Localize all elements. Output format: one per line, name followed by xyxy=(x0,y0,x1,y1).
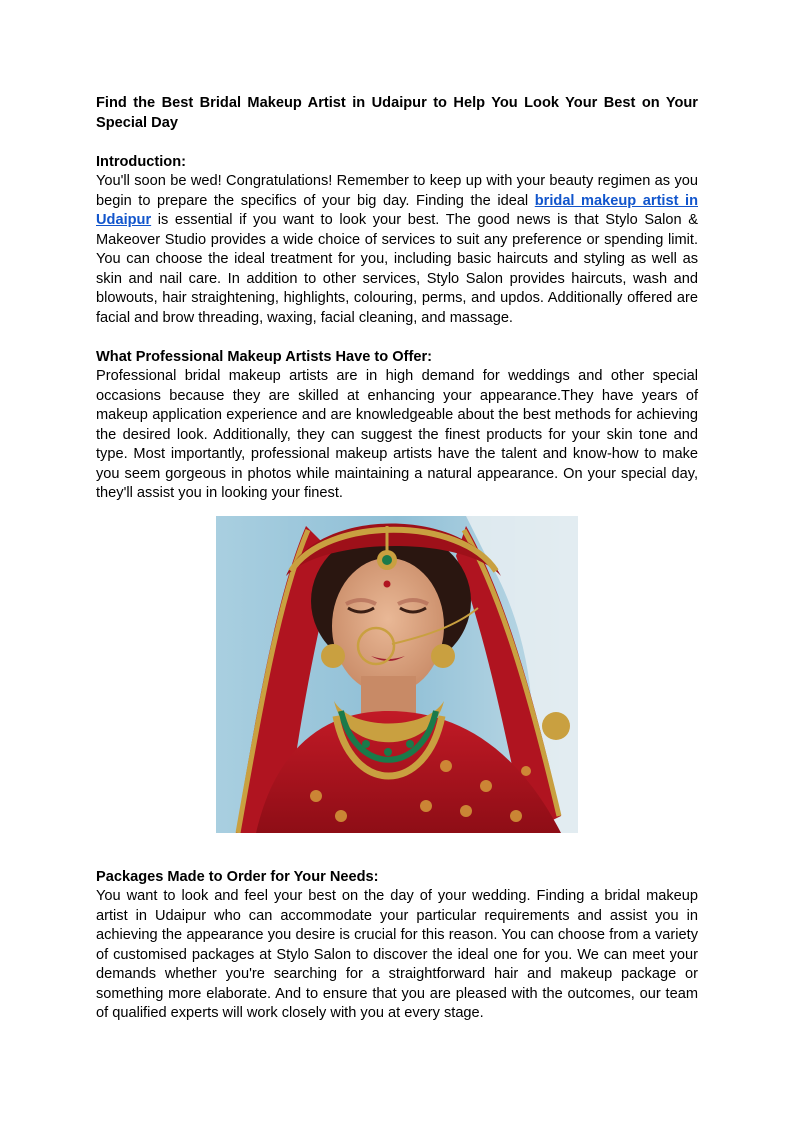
document-page xyxy=(96,94,698,1024)
intro-text-after-link: is essential if you want to look your best. The good news is that Stylo Salon & Makeover Studio provides a wide choice of services to suit any preference or spending limit. You can choose the ideal treatment for you, including basic haircuts and styling as well as skin and nail care. In addition to other services, Stylo Salon provides haircuts, wash and blowouts, hair straightening, highlights, colouring, perms, and updos. Additionally offered are facial and brow threading, waxing, facial cleaning, and massage. xyxy=(96,212,698,326)
spacer xyxy=(96,328,698,348)
section2-heading: What Professional Makeup Artists Have to Offer: xyxy=(96,348,432,365)
section3-paragraph: You want to look and feel your best on the day of your wedding. Finding a bridal makeup artist in Udaipur who can accommodate your particular requirements and assist you in achieving the appearance you desire is crucial for this reason. You can choose from a variety of customised packages at Stylo Salon to discover the ideal one for you. We can meet your demands whether you're searching for a straightforward hair and makeup package or something more elaborate. And to ensure that you are pleased with the outcomes, our team of qualified experts will work closely with you at every stage. xyxy=(96,888,698,1021)
intro-paragraph xyxy=(96,172,698,328)
intro-heading: Introduction: xyxy=(96,153,186,170)
bride-photo xyxy=(216,516,578,833)
bride-illustration xyxy=(216,516,578,833)
section2-paragraph: Professional bridal makeup artists are in high demand for weddings and other special occasions because they are skilled at enhancing your appearance.They have years of makeup application experience and are knowledgeable about the best methods for achieving the desired look. Additionally, they can suggest the finest products for your skin tone and type. Most importantly, professional makeup artists have the talent and know-how to make you seem gorgeous in photos while maintaining a natural appearance. On your special day, they'll assist you in looking your finest. xyxy=(96,368,698,501)
bridal-makeup-link[interactable]: bridal makeup artist in Udaipur xyxy=(96,192,698,228)
intro-text-before-link: You'll soon be wed! Congratulations! Remember to keep up with your beauty regimen as you begin to prepare the specifics of your big day. Finding the ideal xyxy=(96,173,698,209)
document-title: Find the Best Bridal Makeup Artist in Udaipur to Help You Look Your Best on Your Special Day xyxy=(96,95,698,131)
figure-container xyxy=(96,504,698,868)
section3-heading: Packages Made to Order for Your Needs: xyxy=(96,868,379,885)
spacer xyxy=(96,133,698,153)
